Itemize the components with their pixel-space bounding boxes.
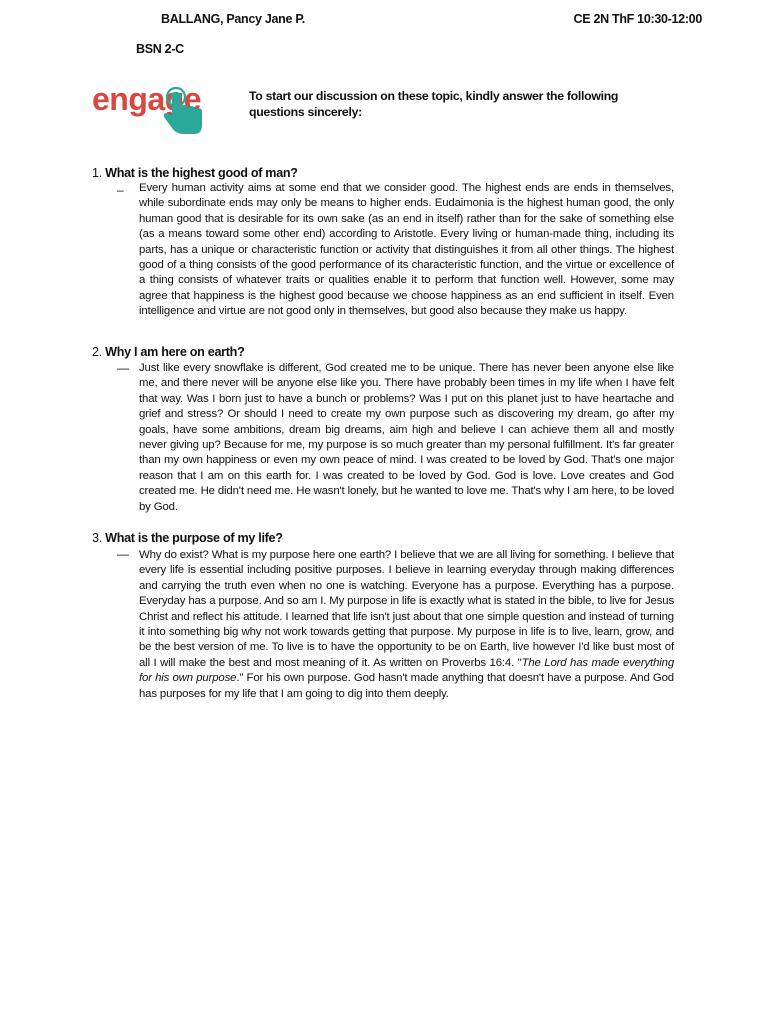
answer-text: ." For his own purpose. God hasn't made anything that doesn't have a purpose. And God has purposes for my life that I am going to dig into them deeply.: [139, 672, 674, 700]
question-text: What is the highest good of man?: [105, 166, 298, 180]
question-2: [92, 345, 244, 359]
question-text: Why I am here on earth?: [105, 345, 245, 359]
answer-3: [139, 548, 674, 702]
question-number: 1.: [92, 166, 102, 180]
student-section: BSN 2-C: [136, 42, 184, 56]
answer-bullet: —: [117, 547, 129, 561]
question-3: [92, 531, 283, 545]
student-name: BALLANG, Pancy Jane P.: [161, 12, 305, 26]
answer-1: Every human activity aims at some end that we consider good. The highest ends are ends in themselves, while subordinate ends may only be means to higher ends. Eudaimonia is the highest human good, the only human good that is desirable for its own sake (as an end in itself) rather than for the sake of something else (as a means toward some other end) according to Aristotle. Every living or human-made thing, including its parts, has a unique or characteristic function or activity that distinguishes it from all other things. The highest good of a thing consists of the good performance of its characteristic function, and the virtue or excellence of a thing consists of whatever traits or qualities enable it to perform that function well. However, some may agree that happiness is the highest good because we choose happiness as an end sufficient in itself. Even intelligence and virtue are not good only in themselves, but good also because they make us happy.: [139, 182, 674, 318]
engage-logo: [92, 80, 240, 136]
question-text: What is the purpose of my life?: [105, 531, 283, 545]
answer-bullet: —: [117, 361, 129, 375]
question-1: [92, 166, 298, 180]
answer-2: Just like every snowflake is different, God created me to be unique. There has never been anyone else like me, and there never will be anyone else like you. There have probably been times in my life when I have felt that way. Was I born just to have a bunch or problems? Was I put on this planet just to have heartache and grief and stress? Or should I need to create my own purpose such as discovering my dream, go after my goals, have some ambitions, dream big dreams, aim high and believe I can achieve them all and mostly never giving up? Because for me, my purpose is so much greater than my personal fulfillment. It's far greater than my own happiness or even my own peace of mind. I was created to be loved by God. That's one major reason that I am on this earth for. I was created to be loved by God. God is love. Love creates and God created me. He didn't need me. He wasn't lonely, but he wanted to love me. That's why I am here, to be loved by God.: [139, 362, 674, 513]
question-number: 3.: [92, 531, 102, 545]
bible-quote: The Lord has made everything for his own purpose: [139, 656, 675, 685]
answer-text: Why do exist? What is my purpose here one earth? I believe that we are all living for something. I believe that every life is essential including positive purposes. I believe in learning everyday through making differences and carrying the truth even when no one is watching. Everyone has a purpose. Everything has a purpose. Everyday has a purpose. And so am I. My purpose in life is exactly what is stated in the bible, to live for Jesus Christ and reflect his attitude. I learned that life isn't just about that one simple question and instead of turning it into something big why not work towards getting that purpose. My purpose in life is to live, learn, grow, and be the best version of me. To live is to have the opportunity to be on Earth, live however I'd like bust most of all I will make the best and most meaning of it. As written on Proverbs 16:4. ": [139, 549, 674, 669]
class-schedule: CE 2N ThF 10:30-12:00: [573, 12, 702, 26]
question-number: 2.: [92, 345, 102, 359]
intro-instructions: To start our discussion on these topic, kindly answer the following questions sincerely:: [249, 89, 619, 119]
answer-bullet: –: [117, 183, 124, 197]
logo-text: engage: [92, 81, 202, 117]
